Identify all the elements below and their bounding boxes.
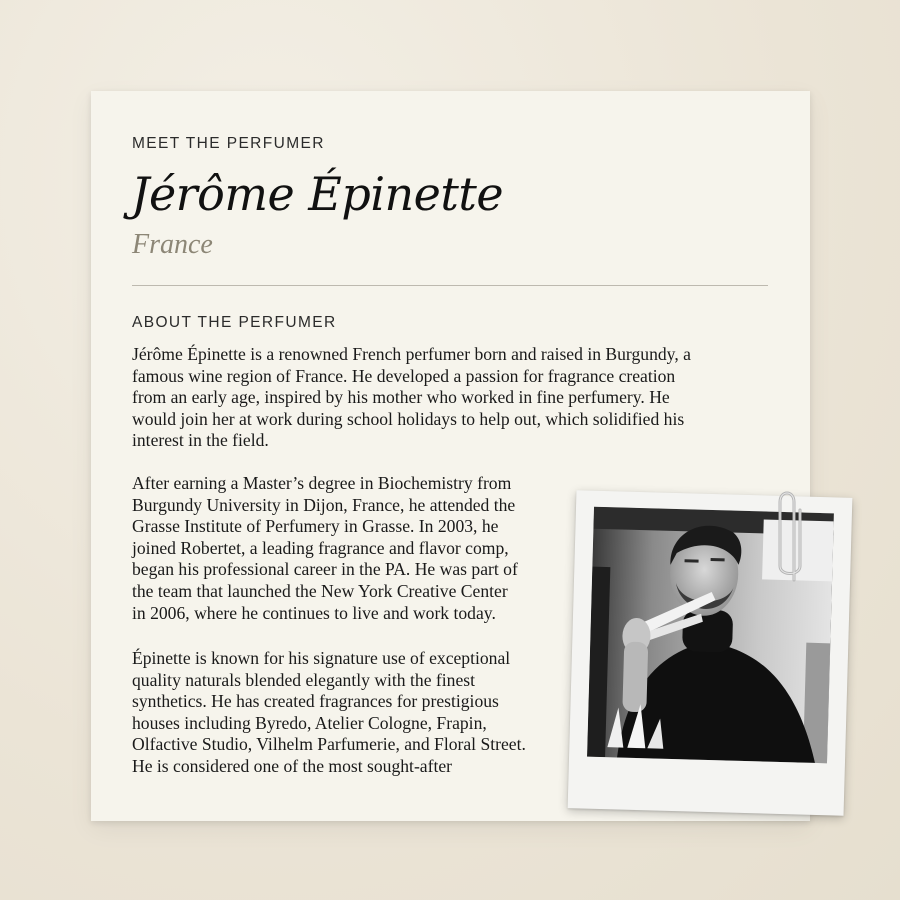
paperclip-icon [772, 480, 806, 584]
text-line: Épinette is known for his signature use of exceptional [132, 648, 511, 668]
text-line: the team that launched the New York Creative Center [132, 580, 508, 601]
about-paragraph-1 [132, 344, 772, 452]
text-line: famous wine region of France. He developed a passion for fragrance creation [132, 365, 676, 386]
text-line: in 2006, where he continues to live and work today. [132, 602, 496, 623]
text-line: Grasse Institute of Perfumery in Grasse. In 2003, he [132, 516, 499, 537]
text-line: interest in the field. [132, 430, 269, 451]
divider [132, 285, 768, 286]
text-line: houses including Byredo, Atelier Cologne, Frapin, [132, 712, 487, 733]
text-line: from an early age, inspired by his mother who worked in fine perfumery. He [132, 387, 670, 408]
polaroid-frame [568, 490, 853, 816]
about-paragraph-3 [132, 648, 562, 778]
text-line: Olfactive Studio, Vilhelm Parfumerie, and Floral Street. [132, 734, 526, 755]
text-line: joined Robertet, a leading fragrance and flavor comp, [132, 537, 509, 558]
text-line: Burgundy University in Dijon, France, he attended the [132, 494, 516, 515]
perfumer-country: France [132, 229, 213, 260]
about-heading: ABOUT THE PERFUMER [132, 314, 337, 331]
text-line: would join her at work during school holidays to help out, which solidified his [132, 408, 685, 429]
eyebrow-label: MEET THE PERFUMER [132, 135, 325, 152]
text-line: He is considered one of the most sought-after [132, 755, 453, 776]
perfumer-name: Jérôme Épinette [131, 167, 504, 221]
text-line: After earning a Master’s degree in Biochemistry from [132, 473, 512, 493]
text-line: quality naturals blended elegantly with the finest [132, 669, 475, 690]
text-line: began his professional career in the PA. He was part of [132, 559, 518, 580]
text-line: Jérôme Épinette is a renowned French perfumer born and raised in Burgundy, a [132, 344, 691, 364]
about-paragraph-2 [132, 473, 572, 624]
text-line: synthetics. He has created fragrances for prestigious [132, 691, 499, 712]
